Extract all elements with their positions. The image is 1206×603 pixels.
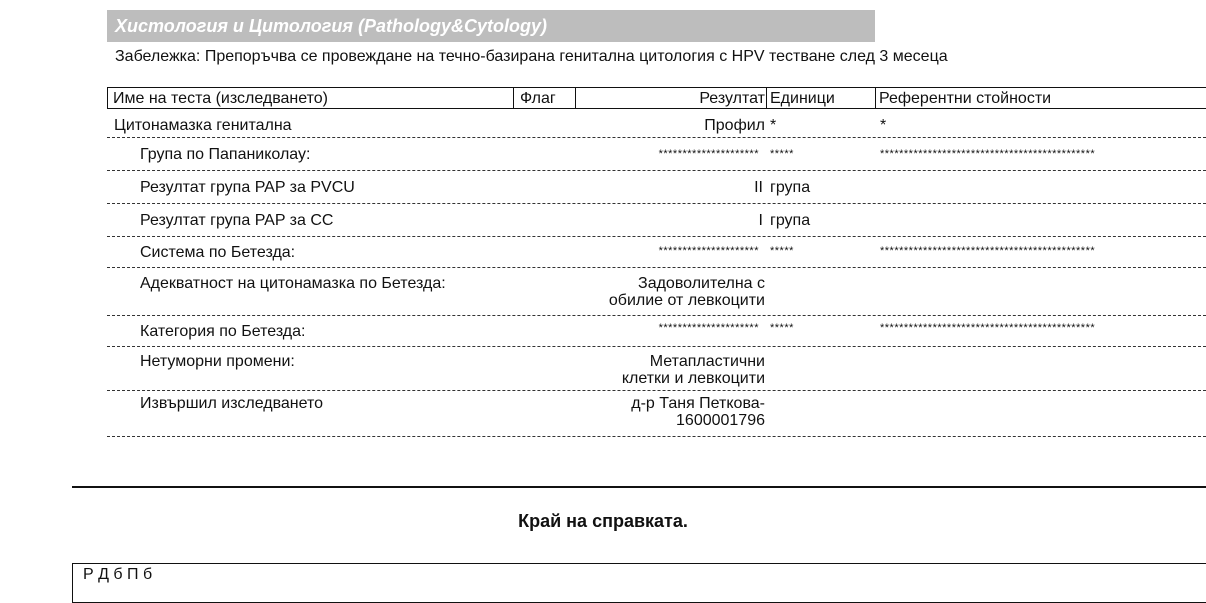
row-result-line2: 1600001796 <box>676 412 765 429</box>
row-name: Група по Папаниколау: <box>140 146 311 163</box>
header-flag: Флаг <box>520 90 556 107</box>
table-row <box>107 109 1206 138</box>
row-result: ********************* <box>658 322 759 334</box>
row-name: Извършил изследването <box>140 395 324 412</box>
table-row <box>107 347 1206 391</box>
row-units: група <box>770 179 811 196</box>
end-of-report: Край на справката. <box>518 511 688 531</box>
row-reference: ********************************************* <box>880 322 1096 334</box>
row-reference: ********************************************* <box>880 245 1096 257</box>
section-title: Хистология и Цитология (Pathology&Cytology) <box>107 10 875 42</box>
row-result: Профил <box>704 117 765 134</box>
row-result-line1: д-р Таня Петкова- <box>631 395 765 412</box>
row-name: Цитонамазка генитална <box>114 117 292 134</box>
row-name: Система по Бетезда: <box>140 244 296 261</box>
row-result-line2: клетки и левкоцити <box>621 370 765 387</box>
note-text: Забележка: Препоръчва се провеждане на течно-базирана генитална цитология с HPV тестване след 3 месеца <box>115 48 948 65</box>
row-name: Адекватност на цитонамазка по Бетезда: <box>140 275 446 292</box>
row-units: ***** <box>770 245 794 257</box>
header-reference: Референтни стойности <box>879 90 1052 107</box>
row-result-line1: Задоволителна с <box>638 275 765 292</box>
bottom-notice-text: Р Д б П б <box>83 566 153 583</box>
results-table <box>107 87 1206 437</box>
row-reference: * <box>880 117 887 134</box>
table-row <box>107 268 1206 316</box>
table-header <box>107 87 1206 109</box>
row-units: * <box>770 117 777 134</box>
row-units: група <box>770 212 811 229</box>
row-reference: ********************************************* <box>880 148 1096 160</box>
row-name: Нетуморни промени: <box>140 353 295 370</box>
header-result: Резултат <box>699 90 765 107</box>
table-row <box>107 138 1206 171</box>
table-row <box>107 171 1206 204</box>
header-name: Име на теста (изследването) <box>113 90 328 107</box>
row-result-line1: Метапластични <box>649 353 765 370</box>
row-result-line2: обилие от левкоцити <box>608 292 765 309</box>
table-row <box>107 391 1206 437</box>
header-units: Единици <box>770 90 835 107</box>
row-name: Категория по Бетезда: <box>140 323 306 340</box>
row-units: ***** <box>770 322 794 334</box>
row-result: ********************* <box>658 148 759 160</box>
row-result: I <box>758 212 763 229</box>
row-units: ***** <box>770 148 794 160</box>
row-divider <box>107 436 1206 437</box>
table-row <box>107 316 1206 347</box>
row-result: ********************* <box>658 245 759 257</box>
table-row <box>107 204 1206 237</box>
row-result: II <box>754 179 763 196</box>
row-name: Резултат група PAP за CC <box>140 212 334 229</box>
table-row <box>107 237 1206 268</box>
bottom-notice-box <box>72 563 1206 603</box>
row-name: Резултат група PAP за PVCU <box>140 179 355 196</box>
report-divider <box>72 486 1206 488</box>
